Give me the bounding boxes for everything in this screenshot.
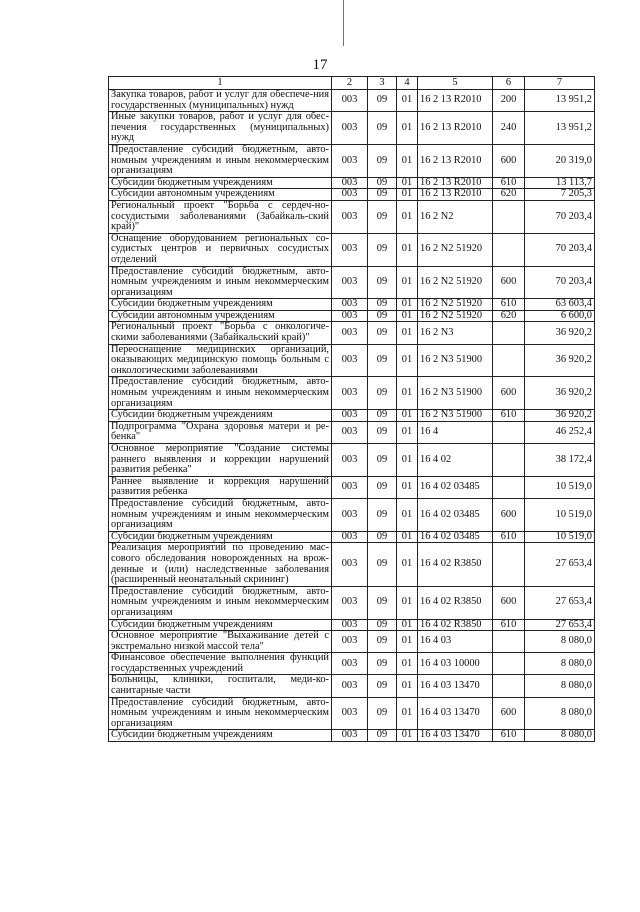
row-amount-cell: 8 080,0 xyxy=(525,730,595,742)
row-expense-type-cell: 610 xyxy=(493,410,525,422)
row-expense-type-cell: 620 xyxy=(493,189,525,201)
row-subsection-cell: 01 xyxy=(397,730,418,742)
row-expense-type-cell: 610 xyxy=(493,531,525,543)
row-section-cell: 09 xyxy=(368,444,397,477)
row-target-article-cell: 16 4 03 13470 xyxy=(418,697,493,730)
row-name-cell: Предоставление субсидий бюджетным, авто-номным учреждениям и иным некоммерческим организациям xyxy=(109,266,332,299)
table-row xyxy=(109,444,595,477)
row-section-cell: 09 xyxy=(368,177,397,189)
row-target-article-cell: 16 2 13 R2010 xyxy=(418,90,493,112)
row-amount-cell: 70 203,4 xyxy=(525,200,595,233)
row-expense-type-cell: 610 xyxy=(493,619,525,631)
row-amount-cell: 13 951,2 xyxy=(525,112,595,145)
row-subsection-cell: 01 xyxy=(397,697,418,730)
row-subsection-cell: 01 xyxy=(397,498,418,531)
row-admin-code-cell: 003 xyxy=(332,233,368,266)
row-name-cell: Субсидии бюджетным учреждениям xyxy=(109,299,332,311)
row-subsection-cell: 01 xyxy=(397,266,418,299)
row-expense-type-cell xyxy=(493,653,525,675)
row-expense-type-cell: 600 xyxy=(493,586,525,619)
row-name-cell: Субсидии бюджетным учреждениям xyxy=(109,410,332,422)
column-header-3: 3 xyxy=(368,77,397,90)
row-expense-type-cell xyxy=(493,543,525,586)
row-name-cell: Подпрограмма "Охрана здоровья матери и ре-бенка" xyxy=(109,421,332,443)
row-name-cell: Оснащение оборудованием региональных со-судистых центров и первичных сосудистых отделений xyxy=(109,233,332,266)
table-row xyxy=(109,675,595,697)
row-admin-code-cell: 003 xyxy=(332,189,368,201)
row-name-cell: Реализация мероприятий по проведению мас-сового обследования новорожденных на врож-денные и (или) наследственные заболевания (расширенный неонатальный скрининг) xyxy=(109,543,332,586)
row-admin-code-cell: 003 xyxy=(332,266,368,299)
row-subsection-cell: 01 xyxy=(397,421,418,443)
table-row xyxy=(109,322,595,344)
row-subsection-cell: 01 xyxy=(397,653,418,675)
row-subsection-cell: 01 xyxy=(397,322,418,344)
row-admin-code-cell: 003 xyxy=(332,675,368,697)
row-subsection-cell: 01 xyxy=(397,586,418,619)
table-row xyxy=(109,498,595,531)
row-subsection-cell: 01 xyxy=(397,531,418,543)
row-section-cell: 09 xyxy=(368,619,397,631)
row-section-cell: 09 xyxy=(368,410,397,422)
row-amount-cell: 36 920,2 xyxy=(525,410,595,422)
table-row xyxy=(109,410,595,422)
column-header-6: 6 xyxy=(493,77,525,90)
row-section-cell: 09 xyxy=(368,344,397,377)
row-section-cell: 09 xyxy=(368,697,397,730)
row-admin-code-cell: 003 xyxy=(332,200,368,233)
row-expense-type-cell xyxy=(493,344,525,377)
row-target-article-cell: 16 2 N3 51900 xyxy=(418,344,493,377)
table-header-row xyxy=(109,77,595,90)
row-amount-cell: 10 519,0 xyxy=(525,498,595,531)
table-body xyxy=(109,90,595,742)
row-section-cell: 09 xyxy=(368,675,397,697)
row-amount-cell: 10 519,0 xyxy=(525,531,595,543)
row-target-article-cell: 16 4 02 03485 xyxy=(418,498,493,531)
table-row xyxy=(109,543,595,586)
row-target-article-cell: 16 4 02 03485 xyxy=(418,531,493,543)
fold-line xyxy=(343,0,344,46)
row-target-article-cell: 16 4 xyxy=(418,421,493,443)
row-expense-type-cell: 600 xyxy=(493,144,525,177)
row-subsection-cell: 01 xyxy=(397,144,418,177)
row-name-cell: Переоснащение медицинских организаций, оказывающих медицинскую помощь больным с онкологическими заболеваниями xyxy=(109,344,332,377)
row-amount-cell: 27 653,4 xyxy=(525,619,595,631)
row-name-cell: Иные закупки товаров, работ и услуг для обес-печения государственных (муниципальных) нужд xyxy=(109,112,332,145)
row-name-cell: Основное мероприятие "Создание системы раннего выявления и коррекции нарушений развития ребенка" xyxy=(109,444,332,477)
row-section-cell: 09 xyxy=(368,144,397,177)
row-admin-code-cell: 003 xyxy=(332,531,368,543)
row-subsection-cell: 01 xyxy=(397,476,418,498)
table-row xyxy=(109,112,595,145)
budget-table xyxy=(108,76,595,742)
row-section-cell: 09 xyxy=(368,189,397,201)
row-name-cell: Раннее выявление и коррекция нарушений развития ребенка xyxy=(109,476,332,498)
row-subsection-cell: 01 xyxy=(397,444,418,477)
row-admin-code-cell: 003 xyxy=(332,112,368,145)
row-amount-cell: 7 205,3 xyxy=(525,189,595,201)
row-section-cell: 09 xyxy=(368,476,397,498)
row-amount-cell: 13 951,2 xyxy=(525,90,595,112)
row-admin-code-cell: 003 xyxy=(332,377,368,410)
row-target-article-cell: 16 2 N2 51920 xyxy=(418,299,493,311)
row-amount-cell: 10 519,0 xyxy=(525,476,595,498)
row-section-cell: 09 xyxy=(368,299,397,311)
row-expense-type-cell: 610 xyxy=(493,730,525,742)
row-name-cell: Субсидии бюджетным учреждениям xyxy=(109,619,332,631)
row-target-article-cell: 16 2 N2 51920 xyxy=(418,233,493,266)
row-admin-code-cell: 003 xyxy=(332,543,368,586)
row-expense-type-cell xyxy=(493,322,525,344)
row-subsection-cell: 01 xyxy=(397,233,418,266)
column-header-4: 4 xyxy=(397,77,418,90)
row-name-cell: Предоставление субсидий бюджетным, авто-номным учреждениям и иным некоммерческим организациям xyxy=(109,498,332,531)
row-target-article-cell: 16 2 N3 51900 xyxy=(418,410,493,422)
row-target-article-cell: 16 2 13 R2010 xyxy=(418,112,493,145)
row-admin-code-cell: 003 xyxy=(332,310,368,322)
row-name-cell: Региональный проект "Борьба с онкологиче-скими заболеваниями (Забайкальский край)" xyxy=(109,322,332,344)
table-row xyxy=(109,697,595,730)
row-target-article-cell: 16 4 03 13470 xyxy=(418,730,493,742)
row-section-cell: 09 xyxy=(368,730,397,742)
row-target-article-cell: 16 4 02 R3850 xyxy=(418,543,493,586)
row-name-cell: Больницы, клиники, госпитали, меди-ко-санитарные части xyxy=(109,675,332,697)
row-amount-cell: 8 080,0 xyxy=(525,631,595,653)
row-name-cell: Субсидии бюджетным учреждениям xyxy=(109,531,332,543)
row-target-article-cell: 16 2 13 R2010 xyxy=(418,144,493,177)
row-target-article-cell: 16 4 03 10000 xyxy=(418,653,493,675)
row-section-cell: 09 xyxy=(368,586,397,619)
row-admin-code-cell: 003 xyxy=(332,697,368,730)
row-subsection-cell: 01 xyxy=(397,631,418,653)
row-target-article-cell: 16 2 N2 51920 xyxy=(418,310,493,322)
row-amount-cell: 36 920,2 xyxy=(525,344,595,377)
row-section-cell: 09 xyxy=(368,631,397,653)
row-amount-cell: 46 252,4 xyxy=(525,421,595,443)
row-amount-cell: 36 920,2 xyxy=(525,322,595,344)
table-row xyxy=(109,531,595,543)
row-section-cell: 09 xyxy=(368,377,397,410)
table-row xyxy=(109,653,595,675)
row-target-article-cell: 16 4 02 R3850 xyxy=(418,586,493,619)
row-subsection-cell: 01 xyxy=(397,410,418,422)
row-name-cell: Субсидии автономным учреждениям xyxy=(109,189,332,201)
row-admin-code-cell: 003 xyxy=(332,476,368,498)
row-admin-code-cell: 003 xyxy=(332,344,368,377)
row-section-cell: 09 xyxy=(368,266,397,299)
row-name-cell: Предоставление субсидий бюджетным, авто-номным учреждениям и иным некоммерческим организациям xyxy=(109,586,332,619)
row-name-cell: Предоставление субсидий бюджетным, авто-номным учреждениям и иным некоммерческим организациям xyxy=(109,377,332,410)
table-row xyxy=(109,619,595,631)
row-admin-code-cell: 003 xyxy=(332,444,368,477)
row-section-cell: 09 xyxy=(368,112,397,145)
row-section-cell: 09 xyxy=(368,90,397,112)
row-target-article-cell: 16 2 N3 xyxy=(418,322,493,344)
row-expense-type-cell: 620 xyxy=(493,310,525,322)
table-row xyxy=(109,233,595,266)
row-expense-type-cell: 600 xyxy=(493,498,525,531)
row-amount-cell: 8 080,0 xyxy=(525,675,595,697)
row-section-cell: 09 xyxy=(368,233,397,266)
row-name-cell: Предоставление субсидий бюджетным, авто-номным учреждениям и иным некоммерческим организациям xyxy=(109,697,332,730)
row-section-cell: 09 xyxy=(368,653,397,675)
row-expense-type-cell: 610 xyxy=(493,299,525,311)
page-number: 17 xyxy=(312,57,328,73)
row-name-cell: Финансовое обеспечение выполнения функций государственных учреждений xyxy=(109,653,332,675)
column-header-5: 5 xyxy=(418,77,493,90)
row-expense-type-cell: 200 xyxy=(493,90,525,112)
row-admin-code-cell: 003 xyxy=(332,299,368,311)
row-amount-cell: 27 653,4 xyxy=(525,543,595,586)
table-row xyxy=(109,586,595,619)
row-admin-code-cell: 003 xyxy=(332,90,368,112)
row-subsection-cell: 01 xyxy=(397,112,418,145)
row-name-cell: Субсидии бюджетным учреждениям xyxy=(109,730,332,742)
row-target-article-cell: 16 2 13 R2010 xyxy=(418,189,493,201)
row-subsection-cell: 01 xyxy=(397,675,418,697)
row-section-cell: 09 xyxy=(368,421,397,443)
row-subsection-cell: 01 xyxy=(397,200,418,233)
table-row xyxy=(109,730,595,742)
row-expense-type-cell xyxy=(493,444,525,477)
row-section-cell: 09 xyxy=(368,310,397,322)
row-subsection-cell: 01 xyxy=(397,90,418,112)
row-name-cell: Предоставление субсидий бюджетным, авто-номным учреждениям и иным некоммерческим организациям xyxy=(109,144,332,177)
table-row xyxy=(109,631,595,653)
row-subsection-cell: 01 xyxy=(397,543,418,586)
row-expense-type-cell: 610 xyxy=(493,177,525,189)
row-admin-code-cell: 003 xyxy=(332,498,368,531)
table-row xyxy=(109,344,595,377)
row-name-cell: Основное мероприятие "Выхаживание детей с экстремально низкой массой тела" xyxy=(109,631,332,653)
row-section-cell: 09 xyxy=(368,543,397,586)
table-row xyxy=(109,476,595,498)
row-subsection-cell: 01 xyxy=(397,189,418,201)
row-expense-type-cell xyxy=(493,200,525,233)
row-amount-cell: 6 600,0 xyxy=(525,310,595,322)
column-header-2: 2 xyxy=(332,77,368,90)
row-name-cell: Региональный проект "Борьба с сердеч-но-сосудистыми заболеваниями (Забайкаль-ский край)" xyxy=(109,200,332,233)
row-expense-type-cell: 240 xyxy=(493,112,525,145)
row-name-cell: Субсидии бюджетным учреждениям xyxy=(109,177,332,189)
row-admin-code-cell: 003 xyxy=(332,410,368,422)
row-section-cell: 09 xyxy=(368,200,397,233)
row-admin-code-cell: 003 xyxy=(332,177,368,189)
row-amount-cell: 13 113,7 xyxy=(525,177,595,189)
row-target-article-cell: 16 4 02 03485 xyxy=(418,476,493,498)
table-row xyxy=(109,189,595,201)
table-row xyxy=(109,266,595,299)
row-admin-code-cell: 003 xyxy=(332,619,368,631)
row-amount-cell: 8 080,0 xyxy=(525,653,595,675)
row-admin-code-cell: 003 xyxy=(332,653,368,675)
row-amount-cell: 27 653,4 xyxy=(525,586,595,619)
row-subsection-cell: 01 xyxy=(397,344,418,377)
row-target-article-cell: 16 2 N2 51920 xyxy=(418,266,493,299)
row-admin-code-cell: 003 xyxy=(332,144,368,177)
row-subsection-cell: 01 xyxy=(397,377,418,410)
row-amount-cell: 8 080,0 xyxy=(525,697,595,730)
table-row xyxy=(109,144,595,177)
table-row xyxy=(109,90,595,112)
row-target-article-cell: 16 2 N2 xyxy=(418,200,493,233)
row-expense-type-cell: 600 xyxy=(493,266,525,299)
table-row xyxy=(109,177,595,189)
table-row xyxy=(109,200,595,233)
row-target-article-cell: 16 4 03 13470 xyxy=(418,675,493,697)
row-amount-cell: 70 203,4 xyxy=(525,233,595,266)
row-amount-cell: 38 172,4 xyxy=(525,444,595,477)
row-admin-code-cell: 003 xyxy=(332,586,368,619)
row-expense-type-cell: 600 xyxy=(493,697,525,730)
row-target-article-cell: 16 4 03 xyxy=(418,631,493,653)
row-admin-code-cell: 003 xyxy=(332,730,368,742)
column-header-7: 7 xyxy=(525,77,595,90)
row-amount-cell: 20 319,0 xyxy=(525,144,595,177)
column-header-name: 1 xyxy=(109,77,332,90)
row-amount-cell: 36 920,2 xyxy=(525,377,595,410)
row-subsection-cell: 01 xyxy=(397,177,418,189)
row-target-article-cell: 16 2 N3 51900 xyxy=(418,377,493,410)
row-expense-type-cell xyxy=(493,631,525,653)
row-section-cell: 09 xyxy=(368,531,397,543)
row-expense-type-cell: 600 xyxy=(493,377,525,410)
row-expense-type-cell xyxy=(493,421,525,443)
row-amount-cell: 70 203,4 xyxy=(525,266,595,299)
row-expense-type-cell xyxy=(493,476,525,498)
row-expense-type-cell xyxy=(493,675,525,697)
row-admin-code-cell: 003 xyxy=(332,631,368,653)
row-admin-code-cell: 003 xyxy=(332,421,368,443)
table-row xyxy=(109,310,595,322)
row-expense-type-cell xyxy=(493,233,525,266)
table-row xyxy=(109,421,595,443)
row-subsection-cell: 01 xyxy=(397,299,418,311)
row-target-article-cell: 16 4 02 R3850 xyxy=(418,619,493,631)
row-subsection-cell: 01 xyxy=(397,619,418,631)
table-row xyxy=(109,377,595,410)
row-section-cell: 09 xyxy=(368,322,397,344)
row-subsection-cell: 01 xyxy=(397,310,418,322)
row-target-article-cell: 16 4 02 xyxy=(418,444,493,477)
row-admin-code-cell: 003 xyxy=(332,322,368,344)
row-target-article-cell: 16 2 13 R2010 xyxy=(418,177,493,189)
row-section-cell: 09 xyxy=(368,498,397,531)
table-row xyxy=(109,299,595,311)
row-name-cell: Субсидии автономным учреждениям xyxy=(109,310,332,322)
row-name-cell: Закупка товаров, работ и услуг для обеспече-ния государственных (муниципальных) нужд xyxy=(109,90,332,112)
row-amount-cell: 63 603,4 xyxy=(525,299,595,311)
